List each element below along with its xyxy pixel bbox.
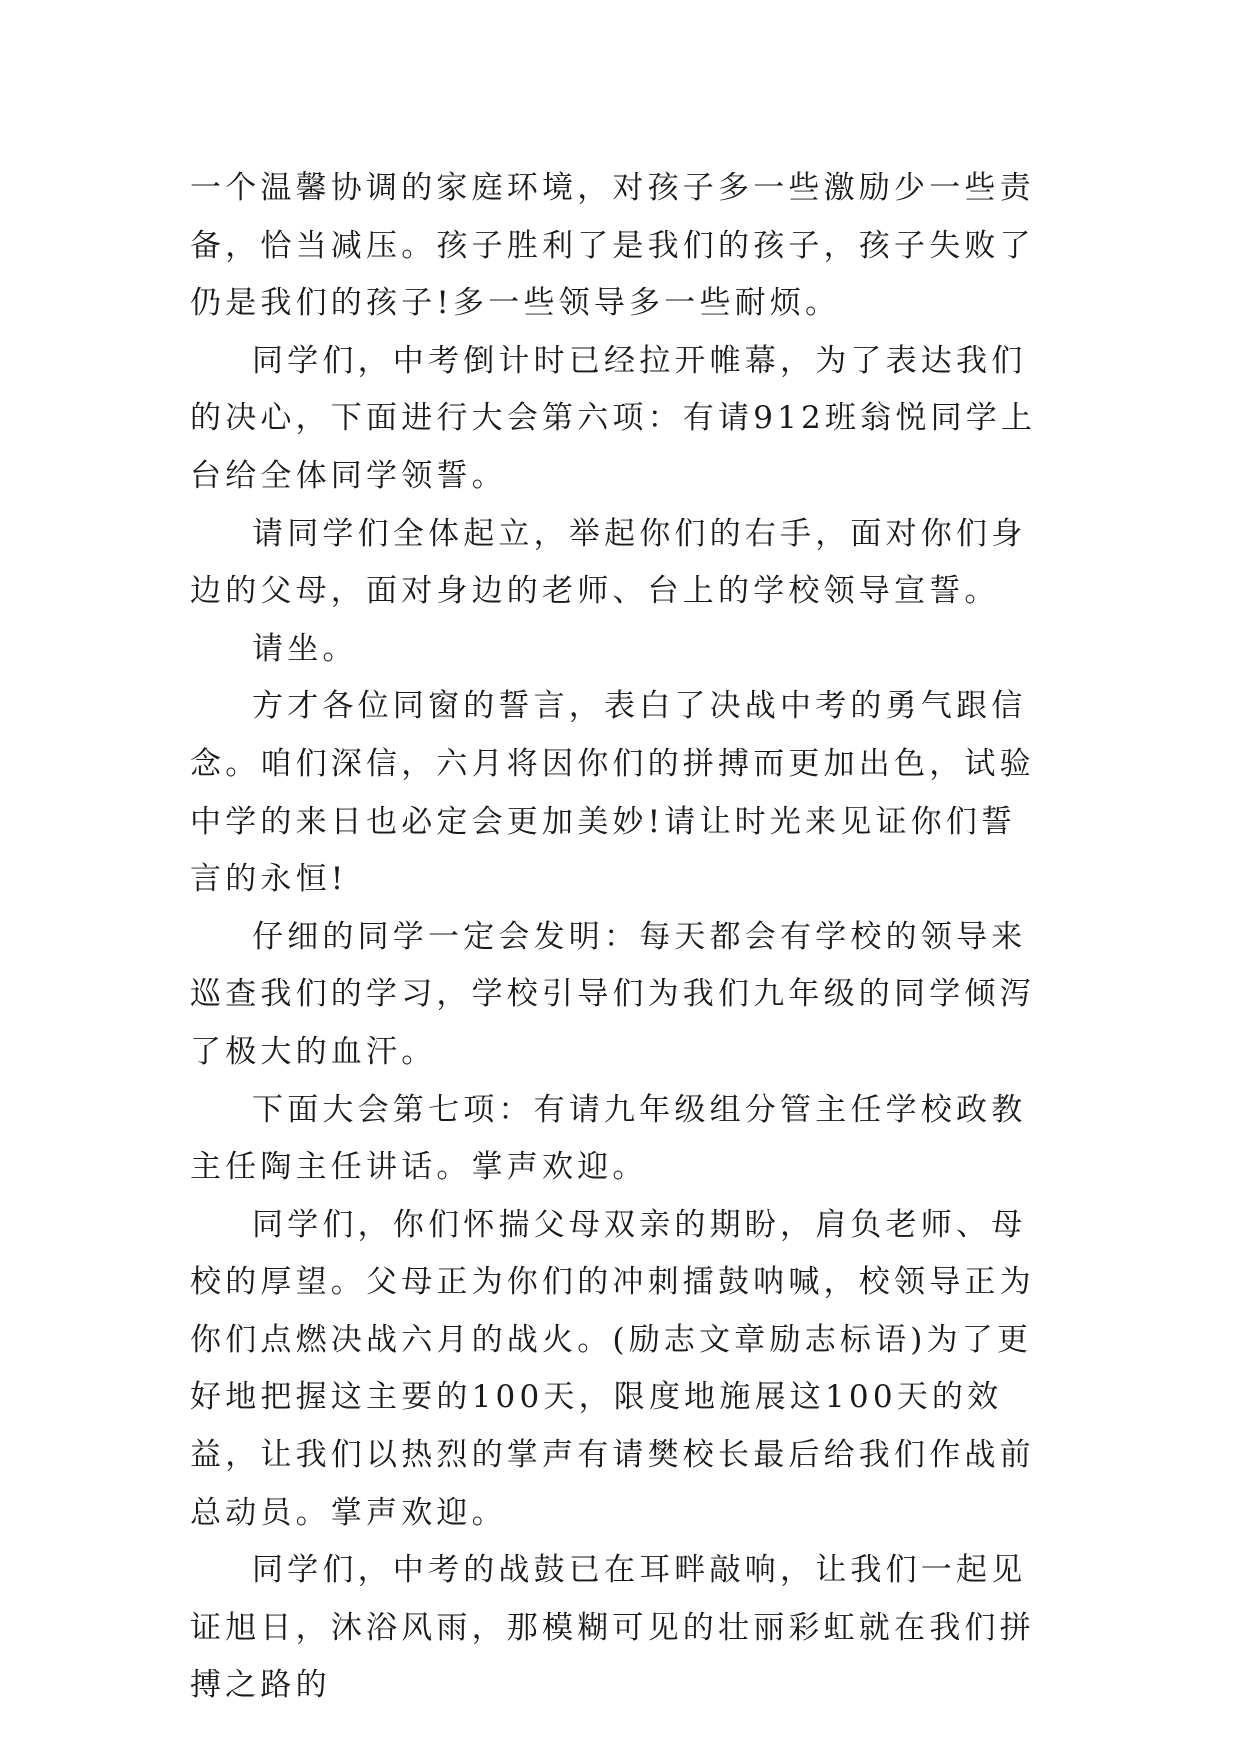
document-body (190, 160, 1050, 1715)
paragraph: 请坐。 (252, 630, 358, 667)
paragraph: 同学们，你们怀揣父母双亲的期盼，肩负老师、母校的厚望。父母正为你们的冲刺擂鼓呐喊，校领导正为你们点燃决战六月的战火。(励志文章励志标语)为了更好地把握这主要的100天，限度地施展这100天的效益，让我们以热烈的掌声有请樊校长最后给我们作战前总动员。掌声欢迎。 (190, 1206, 1035, 1531)
paragraph: 仔细的同学一定会发明：每天都会有学校的领导来巡查我们的学习，学校引导们为我们九年级的同学倾泻了极大的血汗。 (190, 918, 1035, 1070)
paragraph: 请同学们全体起立，举起你们的右手，面对你们身边的父母，面对身边的老师、台上的学校领导宣誓。 (190, 515, 1027, 610)
paragraph: 同学们，中考的战鼓已在耳畔敲响，让我们一起见证旭日，沐浴风雨，那模糊可见的壮丽彩虹就在我们拼搏之路的 (190, 1552, 1035, 1704)
paragraph: 一个温馨协调的家庭环境，对孩子多一些激励少一些责备，恰当减压。孩子胜利了是我们的孩子，孩子失败了仍是我们的孩子!多一些领导多一些耐烦。 (190, 170, 1035, 322)
paragraph: 下面大会第七项：有请九年级组分管主任学校政教主任陶主任讲话。掌声欢迎。 (190, 1091, 1027, 1186)
paragraph: 方才各位同窗的誓言，表白了决战中考的勇气跟信念。咱们深信，六月将因你们的拼搏而更加出色，试验中学的来日也必定会更加美妙!请让时光来见证你们誓言的永恒! (190, 688, 1035, 898)
paragraph: 同学们，中考倒计时已经拉开帷幕，为了表达我们的决心，下面进行大会第六项：有请912班翁悦同学上台给全体同学领誓。 (190, 342, 1037, 494)
